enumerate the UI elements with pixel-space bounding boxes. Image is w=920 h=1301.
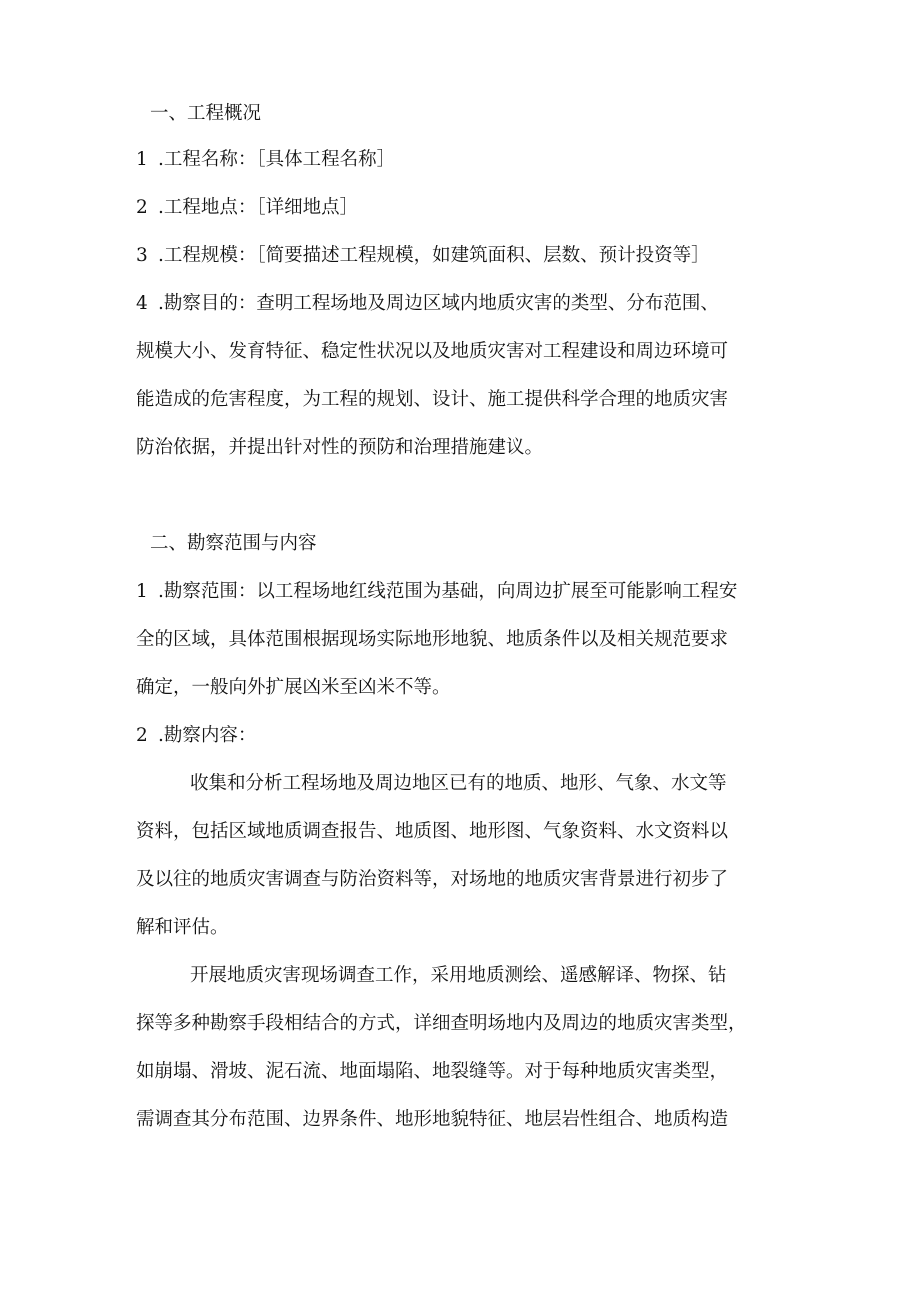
paragraph-line: 资料，包括区域地质调查报告、地质图、地形图、气象资料、水文资料以 <box>136 821 729 842</box>
item-text: .工程地点：［详细地点］ <box>158 197 359 218</box>
paragraph-line: 需调查其分布范围、边界条件、地形地貌特征、地层岩性组合、地质构造 <box>136 1109 729 1130</box>
paragraph-line: 如崩塌、滑坡、泥石流、地面塌陷、地裂缝等。对于每种地质灾害类型， <box>136 1061 729 1082</box>
paragraph-line: 解和评估。 <box>136 917 229 938</box>
paragraph-line: 全的区域，具体范围根据现场实际地形地貌、地质条件以及相关规范要求 <box>136 629 729 650</box>
paragraph-line: 规模大小、发育特征、稳定性状况以及地质灾害对工程建设和周边环境可 <box>136 341 729 362</box>
paragraph-line: 防治依据，并提出针对性的预防和治理措施建议。 <box>136 437 544 458</box>
item-number: 2 <box>136 197 148 218</box>
paragraph-line: 探等多种勘察手段相结合的方式，详细查明场地内及周边的地质灾害类型， <box>136 1013 747 1034</box>
section-1-title: 一、工程概况 <box>150 103 262 124</box>
item-text: .勘察范围：以工程场地红线范围为基础，向周边扩展至可能影响工程安 <box>158 581 738 602</box>
item-survey-content <box>136 724 880 748</box>
paragraph-line: 确定，一般向外扩展凶米至凶米不等。 <box>136 677 451 698</box>
item-number: 1 <box>136 149 148 170</box>
section-2-title: 二、勘察范围与内容 <box>150 533 317 554</box>
item-text: .勘察目的：查明工程场地及周边区域内地质灾害的类型、分布范围、 <box>158 293 719 314</box>
item-survey-purpose <box>136 292 880 316</box>
item-number: 3 <box>136 245 148 266</box>
item-project-location <box>136 196 880 220</box>
item-text: .工程名称：［具体工程名称］ <box>158 149 396 170</box>
paragraph-line: 能造成的危害程度，为工程的规划、设计、施工提供科学合理的地质灾害 <box>136 389 729 410</box>
paragraph-line: 开展地质灾害现场调查工作，采用地质测绘、遥感解译、物探、钻 <box>190 965 727 986</box>
paragraph-line: 收集和分析工程场地及周边地区已有的地质、地形、气象、水文等 <box>190 773 727 794</box>
item-survey-scope <box>136 580 880 604</box>
item-text: .工程规模：［简要描述工程规模，如建筑面积、层数、预计投资等］ <box>158 245 710 266</box>
item-project-name <box>136 148 880 172</box>
item-number: 2 <box>136 725 148 746</box>
item-project-scale <box>136 244 880 268</box>
paragraph-line: 及以往的地质灾害调查与防治资料等，对场地的地质灾害背景进行初步了 <box>136 869 729 890</box>
item-number: 4 <box>136 293 148 314</box>
item-number: 1 <box>136 581 148 602</box>
item-text: .勘察内容： <box>158 725 257 746</box>
